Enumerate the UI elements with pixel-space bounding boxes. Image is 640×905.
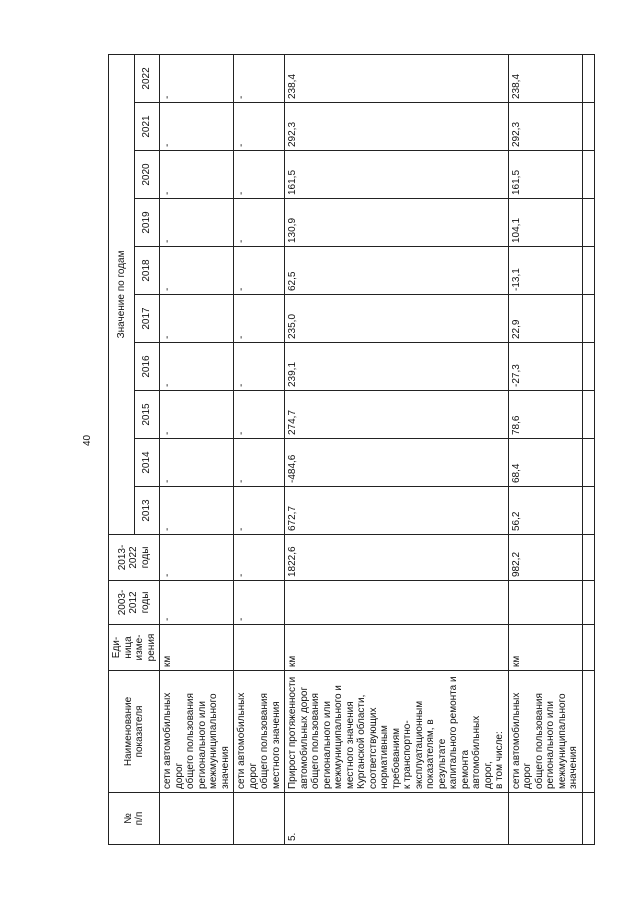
row-value: 274,7 (285, 391, 509, 439)
row-2013-2022: - (160, 535, 234, 581)
row-value: - (160, 295, 234, 343)
indicator-table (108, 54, 595, 845)
header-year: 2014 (134, 439, 160, 487)
header-name: Наименование показателя (109, 671, 160, 793)
row-value: - (160, 343, 234, 391)
row-value: 239,1 (285, 343, 509, 391)
row-name (582, 671, 594, 793)
header-year: 2020 (134, 151, 160, 199)
row-unit: км (160, 625, 234, 671)
header-year: 2021 (134, 103, 160, 151)
row-value: 62,5 (285, 247, 509, 295)
header-2013-2022: 2013- 2022 годы (109, 535, 160, 581)
row-value: -27,3 (508, 343, 582, 391)
row-name: сети автомобильных дорог общего пользования регионального или межмуниципального значения (508, 671, 582, 793)
row-value (582, 487, 594, 535)
row-value (582, 343, 594, 391)
row-name: Прирост протяженности автомобильных дорог общего пользования регионального или межмуниципального и местного значения Курганской области, соответствующих нормативным требованиям к транспортно- эксплуатационным показателям, в результате капитального ремонта и ремонта автомобильных дорог, в том числе: (285, 671, 509, 793)
row-num (508, 793, 582, 845)
header-year: 2017 (134, 295, 160, 343)
row-2013-2022: 982,2 (508, 535, 582, 581)
row-2003-2012 (582, 581, 594, 625)
row-value (582, 247, 594, 295)
row-2013-2022: - (234, 535, 285, 581)
row-value: - (160, 487, 234, 535)
row-2003-2012 (508, 581, 582, 625)
row-value: - (234, 103, 285, 151)
row-value: -13,1 (508, 247, 582, 295)
row-value: 68,4 (508, 439, 582, 487)
row-unit (234, 625, 285, 671)
row-value: - (234, 391, 285, 439)
row-value: 235,0 (285, 295, 509, 343)
row-value: - (160, 54, 234, 102)
header-unit: Еди- ница изме- рения (109, 625, 160, 671)
row-value (582, 199, 594, 247)
row-value: - (234, 295, 285, 343)
row-name: сети автомобильных дорог общего пользования местного значения (234, 671, 285, 793)
row-value: - (234, 54, 285, 102)
row-value: - (160, 439, 234, 487)
row-value: 161,5 (508, 151, 582, 199)
row-num (582, 793, 594, 845)
header-year: 2022 (134, 54, 160, 102)
page-number: 40 (82, 434, 93, 446)
row-2003-2012: - (234, 581, 285, 625)
rotated-table-container (108, 55, 598, 845)
header-year: 2016 (134, 343, 160, 391)
row-value: 672,7 (285, 487, 509, 535)
row-value: - (160, 151, 234, 199)
header-years-group: Значение по годам (109, 54, 135, 534)
row-value: 161,5 (285, 151, 509, 199)
row-value: - (234, 487, 285, 535)
row-name: сети автомобильных дорог общего пользования регионального или межмуниципального значения (160, 671, 234, 793)
header-year: 2018 (134, 247, 160, 295)
row-value: - (160, 247, 234, 295)
row-value: - (234, 439, 285, 487)
header-row-1 (109, 54, 135, 844)
table-row (234, 54, 285, 844)
row-num: 5. (285, 793, 509, 845)
header-2003-2012: 2003- 2012 годы (109, 581, 160, 625)
row-value: - (234, 151, 285, 199)
row-2003-2012 (285, 581, 509, 625)
row-value (582, 54, 594, 102)
row-value: 56,2 (508, 487, 582, 535)
header-year: 2019 (134, 199, 160, 247)
row-value: 104,1 (508, 199, 582, 247)
row-num (234, 793, 285, 845)
row-value: 22,9 (508, 295, 582, 343)
row-value (582, 439, 594, 487)
header-year: 2015 (134, 391, 160, 439)
row-value: 130,9 (285, 199, 509, 247)
row-value: -484,6 (285, 439, 509, 487)
table-row (160, 54, 234, 844)
row-2003-2012: - (160, 581, 234, 625)
row-value (582, 391, 594, 439)
row-value: - (234, 247, 285, 295)
row-value: - (160, 199, 234, 247)
row-unit: км (285, 625, 509, 671)
row-value: - (234, 343, 285, 391)
row-unit: км (508, 625, 582, 671)
row-2013-2022 (582, 535, 594, 581)
row-value: - (160, 391, 234, 439)
row-value (582, 103, 594, 151)
row-value (582, 151, 594, 199)
row-num (160, 793, 234, 845)
row-value: 292,3 (285, 103, 509, 151)
table-row (285, 54, 509, 844)
header-year: 2013 (134, 487, 160, 535)
row-value: - (160, 103, 234, 151)
row-value: 292,3 (508, 103, 582, 151)
header-num: № п/п (109, 793, 160, 845)
row-value: 238,4 (508, 54, 582, 102)
row-value: - (234, 199, 285, 247)
row-value (582, 295, 594, 343)
table-row (508, 54, 582, 844)
table-row-empty (582, 54, 594, 844)
row-unit (582, 625, 594, 671)
row-value: 238,4 (285, 54, 509, 102)
row-2013-2022: 1822,6 (285, 535, 509, 581)
row-value: 78,6 (508, 391, 582, 439)
